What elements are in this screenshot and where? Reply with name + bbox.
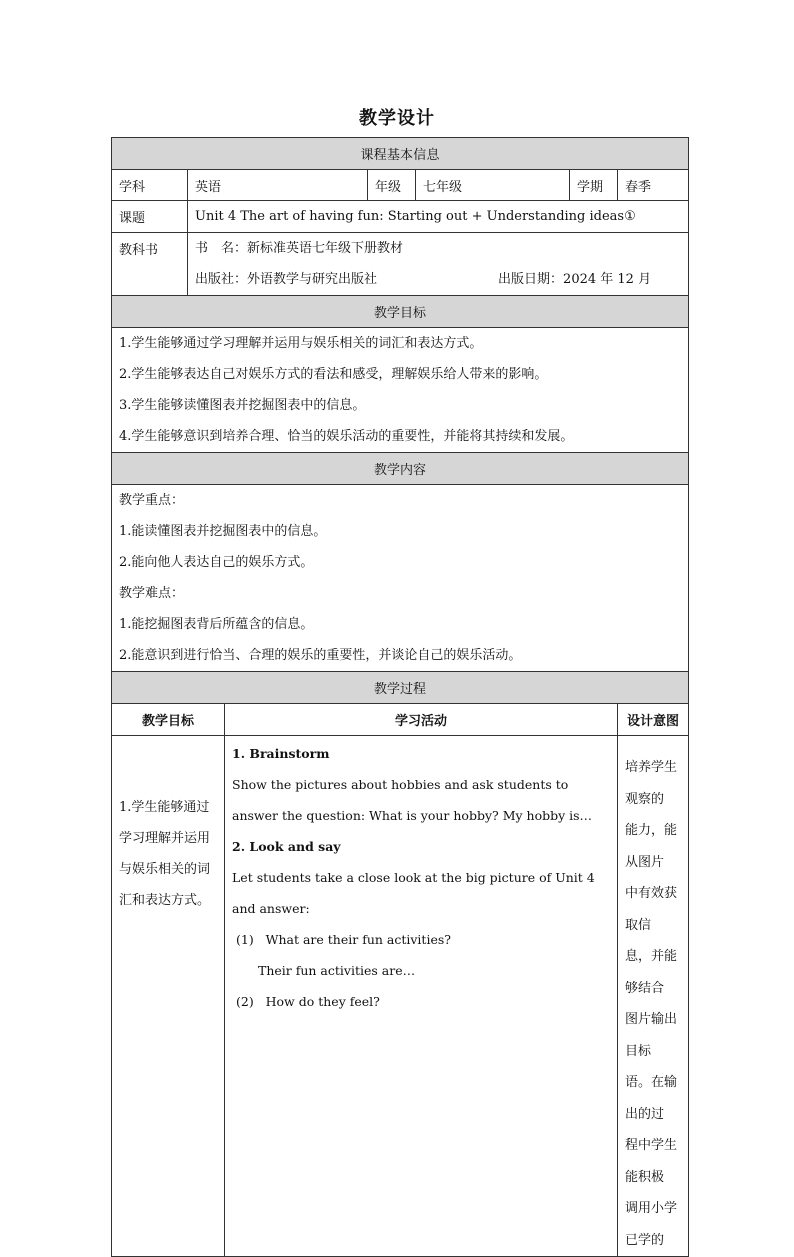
activity-step-title: 1. Brainstorm xyxy=(232,746,330,761)
publication-date: 出版日期：2024 年 12 月 xyxy=(498,272,652,287)
section-header-basic: 课程基本信息 xyxy=(112,138,689,170)
difficult-points-label: 教学难点： xyxy=(119,586,185,601)
term-value: 春季 xyxy=(618,170,689,201)
goal-item: 2.学生能够表达自己对娱乐方式的看法和感受，理解娱乐给人带来的影响。 xyxy=(119,367,548,382)
goals-list xyxy=(112,328,689,453)
intent-line: 调用小学已学的 xyxy=(625,1201,678,1248)
section-header-goals: 教学目标 xyxy=(112,296,689,328)
intent-line: 程中学生能积极 xyxy=(625,1138,678,1185)
goal-item: 3.学生能够读懂图表并挖掘图表中的信息。 xyxy=(119,398,366,413)
process-goal-line: 1.学生能够通过 xyxy=(119,800,210,815)
subject-label: 学科 xyxy=(112,170,188,201)
intent-line: 语。在输出的过 xyxy=(625,1075,678,1122)
lesson-plan-table xyxy=(111,137,689,1257)
process-goal-line: 与娱乐相关的词 xyxy=(119,862,211,877)
activity-line: Let students take a close look at the big picture of Unit 4 xyxy=(232,870,595,885)
intent-line: 息，并能够结合 xyxy=(625,949,678,996)
activity-question: (2) How do they feel? xyxy=(236,994,380,1009)
page-title: 教学设计 xyxy=(359,108,435,129)
intent-line: 培养学生观察的 xyxy=(625,760,678,807)
textbook-label: 教科书 xyxy=(112,233,188,296)
activity-line: and answer: xyxy=(232,901,310,916)
topic-label: 课题 xyxy=(112,201,188,233)
process-intent-cell xyxy=(618,736,689,1257)
term-label: 学期 xyxy=(570,170,618,201)
key-point-item: 1.能读懂图表并挖掘图表中的信息。 xyxy=(119,524,327,539)
publisher: 出版社：外语教学与研究出版社 xyxy=(195,272,378,287)
intent-line: 图片输出目标 xyxy=(625,1012,678,1059)
column-header-activity: 学习活动 xyxy=(225,704,618,736)
process-goal-cell xyxy=(112,736,225,1257)
intent-line: 能力，能从图片 xyxy=(625,823,678,870)
goal-item: 4.学生能够意识到培养合理、恰当的娱乐活动的重要性，并能将其持续和发展。 xyxy=(119,429,574,444)
book-name: 书 名：新标准英语七年级下册教材 xyxy=(195,241,404,256)
activity-step-title: 2. Look and say xyxy=(232,839,341,854)
process-goal-line: 学习理解并运用 xyxy=(119,831,211,846)
grade-value: 七年级 xyxy=(416,170,570,201)
section-header-process: 教学过程 xyxy=(112,672,689,704)
activity-answer: Their fun activities are… xyxy=(258,963,416,978)
activity-line: answer the question: What is your hobby? My hobby is… xyxy=(232,808,593,823)
activity-line: Show the pictures about hobbies and ask students to xyxy=(232,777,569,792)
process-activity-cell xyxy=(225,736,618,1257)
section-header-content: 教学内容 xyxy=(112,453,689,485)
content-list xyxy=(112,485,689,672)
goal-item: 1.学生能够通过学习理解并运用与娱乐相关的词汇和表达方式。 xyxy=(119,336,483,351)
process-goal-line: 汇和表达方式。 xyxy=(119,893,211,908)
key-point-item: 2.能向他人表达自己的娱乐方式。 xyxy=(119,555,314,570)
textbook-info xyxy=(188,233,689,296)
difficult-point-item: 1.能挖掘图表背后所蕴含的信息。 xyxy=(119,617,314,632)
grade-label: 年级 xyxy=(368,170,416,201)
publisher-row xyxy=(195,264,681,295)
key-points-label: 教学重点： xyxy=(119,493,185,508)
difficult-point-item: 2.能意识到进行恰当、合理的娱乐的重要性，并谈论自己的娱乐活动。 xyxy=(119,648,522,663)
subject-value: 英语 xyxy=(188,170,368,201)
column-header-goal: 教学目标 xyxy=(112,704,225,736)
column-header-intent: 设计意图 xyxy=(618,704,689,736)
intent-line: 中有效获取信 xyxy=(625,886,678,933)
activity-question: (1) What are their fun activities? xyxy=(236,932,451,947)
topic-value: Unit 4 The art of having fun: Starting out + Understanding ideas① xyxy=(188,201,689,233)
